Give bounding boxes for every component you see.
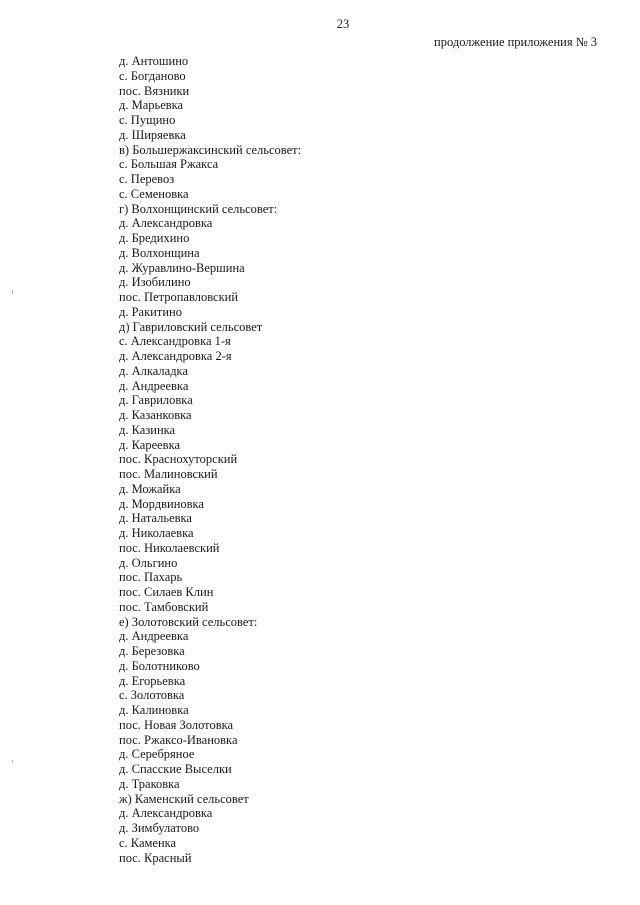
appendix-continuation-note: продолжение приложения № 3 xyxy=(434,35,597,49)
settlement-entry: д. Андреевка xyxy=(119,629,189,644)
settlement-entry: д. Кареевка xyxy=(119,437,181,452)
settlement-entry: с. Золотовка xyxy=(119,688,185,703)
settlement-entry: д. Ольгино xyxy=(119,555,178,570)
settlement-entry: д. Антошино xyxy=(119,54,189,68)
settlement-entry: д. Серебряное xyxy=(119,747,195,762)
settlement-entry: е) Золотовский сельсовет: xyxy=(119,614,258,629)
settlement-entry: ж) Каменский сельсовет xyxy=(119,791,249,806)
settlement-entry: д. Бредихино xyxy=(119,231,190,245)
settlement-entry: д. Березовка xyxy=(119,644,185,658)
settlement-entry: д. Марьевка xyxy=(119,98,184,113)
settlement-entry: пос. Малиновский xyxy=(119,467,218,481)
settlement-entry: д. Траковка xyxy=(119,776,180,791)
settlement-entry: д. Александровка xyxy=(119,216,213,231)
settlement-entry: д. Болотниково xyxy=(119,658,200,673)
settlement-entry: д. Егорьевка xyxy=(119,673,186,688)
settlement-entry: д. Александровка xyxy=(119,806,213,821)
scan-speck xyxy=(12,760,13,763)
settlement-entry: пос. Новая Золотовка xyxy=(119,717,234,732)
settlement-entry: пос. Пахарь xyxy=(119,570,183,585)
settlement-entry: с. Пущино xyxy=(119,113,176,127)
settlement-entry: д. Журавлино-Вершина xyxy=(119,260,245,275)
settlement-entry: с. Богданово xyxy=(119,68,186,83)
settlement-entry: д. Калиновка xyxy=(119,703,189,717)
settlement-entry: д. Казанковка xyxy=(119,408,192,422)
settlement-entry: д) Гавриловский сельсовет xyxy=(119,319,263,334)
settlement-entry: г) Волхонщинский сельсовет: xyxy=(119,201,278,216)
settlement-entry: с. Большая Ржакса xyxy=(119,157,219,172)
settlement-entry: д. Александровка 2-я xyxy=(119,349,232,363)
settlement-entry: д. Гавриловка xyxy=(119,393,193,408)
settlement-entry: д. Волхонщина xyxy=(119,245,200,260)
settlement-entry: с. Семеновка xyxy=(119,186,189,201)
settlement-entry: д. Ракитино xyxy=(119,304,182,319)
settlement-entry: д. Ширяевка xyxy=(119,127,186,142)
settlement-entry: д. Андреевка xyxy=(119,378,189,393)
scan-speck xyxy=(12,290,13,294)
settlement-entry: с. Александровка 1-я xyxy=(119,334,231,349)
settlement-entry: с. Каменка xyxy=(119,835,177,850)
settlement-entry: пос. Краснохуторский xyxy=(119,452,238,467)
settlement-entry: д. Николаевка xyxy=(119,526,194,540)
settlement-entry: с. Перевоз xyxy=(119,172,175,186)
settlement-entry: д. Казинка xyxy=(119,422,176,437)
settlement-entry: пос. Ржаксо-Ивановка xyxy=(119,732,238,747)
settlement-entry: пос. Петропавловский xyxy=(119,290,239,304)
settlement-entry: д. Можайка xyxy=(119,481,181,496)
settlement-entry: пос. Вязники xyxy=(119,83,190,98)
settlement-entry: в) Большержаксинский сельсовет: xyxy=(119,142,302,157)
settlement-entry: д. Зимбулатово xyxy=(119,821,200,835)
settlement-entry: д. Спасские Выселки xyxy=(119,762,232,776)
settlement-entry: д. Мордвиновка xyxy=(119,496,204,511)
settlement-list xyxy=(119,54,301,865)
settlement-entry: пос. Николаевский xyxy=(119,540,220,555)
settlement-entry: пос. Тамбовский xyxy=(119,599,209,614)
settlement-entry: д. Алкаладка xyxy=(119,363,188,378)
page-number: 23 xyxy=(336,17,350,31)
settlement-entry: пос. Красный xyxy=(119,850,192,865)
settlement-entry: д. Изобилино xyxy=(119,275,191,290)
settlement-entry: д. Натальевка xyxy=(119,511,192,526)
settlement-entry: пос. Силаев Клин xyxy=(119,585,214,599)
